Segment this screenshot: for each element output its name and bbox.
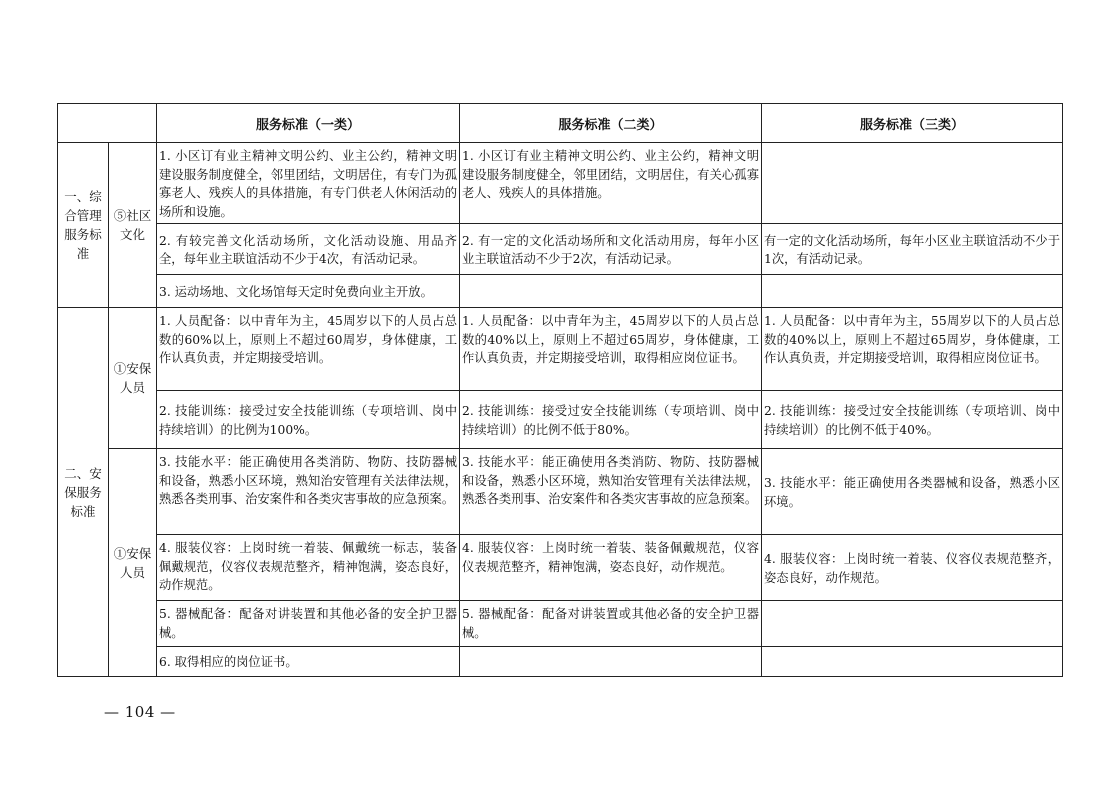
table-row	[58, 391, 1063, 449]
table-row	[58, 647, 1063, 677]
table-cell: 2. 有一定的文化活动场所和文化活动用房，每年小区业主联谊活动不少于2次，有活动记录。	[460, 224, 762, 275]
table-cell: 6. 取得相应的岗位证书。	[157, 647, 460, 677]
table-cell	[762, 647, 1063, 677]
table-cell: 4. 服装仪容：上岗时统一着装、佩戴统一标志，装备佩戴规范，仪容仪表规范整齐，精神饱满，姿态良好，动作规范。	[157, 535, 460, 601]
table-row	[58, 535, 1063, 601]
header-class-1: 服务标准（一类）	[157, 104, 460, 143]
table-cell: 2. 技能训练：接受过安全技能训练（专项培训、岗中持续培训）的比例为100%。	[157, 391, 460, 449]
header-empty-cell	[58, 104, 157, 143]
subsection-community-culture: ⑤社区文化	[109, 143, 157, 308]
table-cell	[762, 143, 1063, 224]
table-cell	[762, 601, 1063, 647]
table-row	[58, 143, 1063, 224]
table-cell: 1. 人员配备：以中青年为主，45周岁以下的人员占总数的40%以上，原则上不超过65周岁，身体健康，工作认真负责，并定期接受培训，取得相应岗位证书。	[460, 308, 762, 391]
table-row	[58, 224, 1063, 275]
table-cell: 1. 小区订有业主精神文明公约、业主公约，精神文明建设服务制度健全，邻里团结，文明居住，有关心孤寡老人、残疾人的具体措施。	[460, 143, 762, 224]
table-row	[58, 275, 1063, 308]
table-cell	[762, 275, 1063, 308]
table-cell: 3. 运动场地、文化场馆每天定时免费向业主开放。	[157, 275, 460, 308]
table-cell: 1. 小区订有业主精神文明公约、业主公约，精神文明建设服务制度健全，邻里团结，文明居住，有专门为孤寡老人、残疾人的具体措施，有专门供老人休闲活动的场所和设施。	[157, 143, 460, 224]
table-cell: 4. 服装仪容：上岗时统一着装、装备佩戴规范，仪容仪表规范整齐，精神饱满，姿态良好，动作规范。	[460, 535, 762, 601]
table-cell: 3. 技能水平：能正确使用各类器械和设备，熟悉小区环境。	[762, 449, 1063, 535]
page-number: — 104 —	[104, 703, 176, 721]
table-cell: 2. 技能训练：接受过安全技能训练（专项培训、岗中持续培训）的比例不低于80%。	[460, 391, 762, 449]
table-row	[58, 308, 1063, 391]
table-cell: 有一定的文化活动场所，每年小区业主联谊活动不少于1次，有活动记录。	[762, 224, 1063, 275]
table-cell	[460, 647, 762, 677]
table-cell: 1. 人员配备：以中青年为主，55周岁以下的人员占总数的40%以上，原则上不超过65周岁，身体健康，工作认真负责，并定期接受培训，取得相应岗位证书。	[762, 308, 1063, 391]
table-cell: 1. 人员配备：以中青年为主，45周岁以下的人员占总数的60%以上，原则上不超过60周岁，身体健康，工作认真负责，并定期接受培训。	[157, 308, 460, 391]
section-title-security: 二、安保服务标准	[58, 308, 109, 677]
table-row	[58, 601, 1063, 647]
service-standards-table	[57, 103, 1063, 677]
header-class-3: 服务标准（三类）	[762, 104, 1063, 143]
table-row	[58, 449, 1063, 535]
table-cell: 5. 器械配备：配备对讲装置和其他必备的安全护卫器械。	[157, 601, 460, 647]
table-header-row	[58, 104, 1063, 143]
table-cell: 2. 技能训练：接受过安全技能训练（专项培训、岗中持续培训）的比例不低于40%。	[762, 391, 1063, 449]
table-cell: 3. 技能水平：能正确使用各类消防、物防、技防器械和设备，熟悉小区环境，熟知治安管理有关法律法规，熟悉各类刑事、治安案件和各类灾害事故的应急预案。	[460, 449, 762, 535]
section-title-comprehensive: 一、综合管理服务标准	[58, 143, 109, 308]
table-cell: 2. 有较完善文化活动场所，文化活动设施、用品齐全，每年业主联谊活动不少于4次，有活动记录。	[157, 224, 460, 275]
table-cell	[460, 275, 762, 308]
table-cell: 3. 技能水平：能正确使用各类消防、物防、技防器械和设备，熟悉小区环境，熟知治安管理有关法律法规，熟悉各类刑事、治安案件和各类灾害事故的应急预案。	[157, 449, 460, 535]
subsection-security-staff: ①安保人员	[109, 308, 157, 449]
table-cell: 5. 器械配备：配备对讲装置或其他必备的安全护卫器械。	[460, 601, 762, 647]
header-class-2: 服务标准（二类）	[460, 104, 762, 143]
table-cell: 4. 服装仪容：上岗时统一着装、仪容仪表规范整齐，姿态良好，动作规范。	[762, 535, 1063, 601]
subsection-security-staff: ①安保人员	[109, 449, 157, 677]
